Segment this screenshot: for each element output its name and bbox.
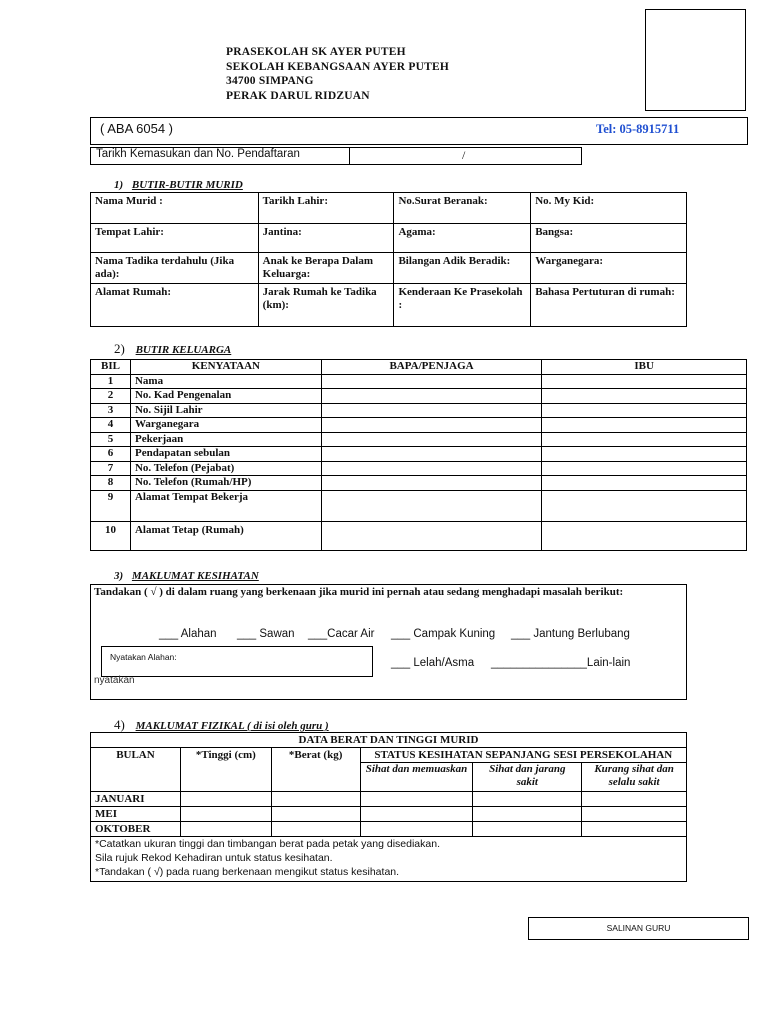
row-label: Pendapatan sebulan xyxy=(130,447,321,462)
registration-label: Tarikh Kemasukan dan No. Pendaftaran xyxy=(96,148,300,160)
row-number: 8 xyxy=(91,476,131,491)
bapa-cell[interactable] xyxy=(321,374,542,389)
health-instruction: Tandakan ( √ ) di dalam ruang yang berkenaan jika murid ini pernah atau sedang menghadapi masalah berikut: xyxy=(94,586,624,598)
physical-table-title: DATA BERAT DAN TINGGI MURID xyxy=(91,733,687,748)
ibu-cell[interactable] xyxy=(542,521,747,550)
section1-number: 1) xyxy=(114,179,124,191)
section3-title: MAKLUMAT KESIHATAN xyxy=(131,570,259,582)
row-label: No. Telefon (Rumah/HP) xyxy=(130,476,321,491)
bapa-cell[interactable] xyxy=(321,389,542,404)
ibu-cell[interactable] xyxy=(542,432,747,447)
row-label: No. Kad Pengenalan xyxy=(130,389,321,404)
berat-cell[interactable] xyxy=(271,792,360,807)
col-kenyataan: KENYATAAN xyxy=(130,360,321,375)
ibu-cell[interactable] xyxy=(542,490,747,521)
status-cell[interactable] xyxy=(582,822,687,837)
section4-number: 4) xyxy=(114,717,125,732)
option-jantung-berlubang[interactable]: ___ Jantung Berlubang xyxy=(511,628,630,640)
telephone: Tel: 05-8915711 xyxy=(596,122,680,136)
field-bilangan-adik-beradik[interactable]: Bilangan Adik Beradik: xyxy=(394,253,531,284)
row-number: 3 xyxy=(91,403,131,418)
col-bulan: BULAN xyxy=(91,748,181,792)
field-bangsa[interactable]: Bangsa: xyxy=(531,224,687,253)
table-row xyxy=(91,792,687,807)
section2-title: BUTIR KELUARGA xyxy=(135,344,232,356)
salinan-guru-label: SALINAN GURU xyxy=(528,917,749,940)
bapa-cell[interactable] xyxy=(321,461,542,476)
field-surat-beranak[interactable]: No.Surat Beranak: xyxy=(394,193,531,224)
option-lelah-asma[interactable]: ___ Lelah/Asma xyxy=(391,657,475,669)
table-row xyxy=(91,224,687,253)
bapa-cell[interactable] xyxy=(321,490,542,521)
table-row xyxy=(91,447,747,462)
note-3: *Tandakan ( √) pada ruang berkenaan mengikut status kesihatan. xyxy=(95,866,400,878)
bapa-cell[interactable] xyxy=(321,521,542,550)
col-bil: BIL xyxy=(91,360,131,375)
status-cell[interactable] xyxy=(360,822,473,837)
option-sawan[interactable]: ___ Sawan xyxy=(237,628,295,640)
row-number: 1 xyxy=(91,374,131,389)
table-title-row xyxy=(91,733,687,748)
physical-data-table xyxy=(90,732,687,882)
section2-heading xyxy=(114,341,231,357)
bapa-cell[interactable] xyxy=(321,403,542,418)
student-details-table xyxy=(90,192,687,327)
field-jarak-rumah[interactable]: Jarak Rumah ke Tadika (km): xyxy=(258,284,394,327)
health-box xyxy=(90,584,687,700)
status-jarang-sakit: Sihat dan jarang sakit xyxy=(473,763,582,792)
col-ibu: IBU xyxy=(542,360,747,375)
col-berat: *Berat (kg) xyxy=(271,748,360,792)
table-row xyxy=(91,822,687,837)
family-details-table xyxy=(90,359,747,551)
tinggi-cell[interactable] xyxy=(180,792,271,807)
row-number: 10 xyxy=(91,521,131,550)
bapa-cell[interactable] xyxy=(321,418,542,433)
month-label: OKTOBER xyxy=(91,822,181,837)
row-label: Pekerjaan xyxy=(130,432,321,447)
notes-cell xyxy=(91,837,687,882)
table-row xyxy=(91,461,747,476)
field-mykid[interactable]: No. My Kid: xyxy=(531,193,687,224)
status-cell[interactable] xyxy=(360,792,473,807)
table-row xyxy=(91,193,687,224)
notes-row xyxy=(91,837,687,882)
row-label: Alamat Tetap (Rumah) xyxy=(130,521,321,550)
field-kenderaan[interactable]: Kenderaan Ke Prasekolah : xyxy=(394,284,531,327)
field-tadika-terdahulu[interactable]: Nama Tadika terdahulu (Jika ada): xyxy=(91,253,259,284)
section1-title: BUTIR-BUTIR MURID xyxy=(131,179,243,191)
field-tempat-lahir[interactable]: Tempat Lahir: xyxy=(91,224,259,253)
table-row xyxy=(91,253,687,284)
month-label: JANUARI xyxy=(91,792,181,807)
section3-heading xyxy=(114,570,259,582)
row-number: 9 xyxy=(91,490,131,521)
row-label: Warganegara xyxy=(130,418,321,433)
table-row xyxy=(91,490,747,521)
note-1: *Catatkan ukuran tinggi dan timbangan berat pada petak yang disediakan. xyxy=(95,838,440,850)
table-header-row xyxy=(91,748,687,763)
row-number: 5 xyxy=(91,432,131,447)
school-header xyxy=(226,45,449,103)
month-label: MEI xyxy=(91,807,181,822)
section2-number: 2) xyxy=(114,341,125,356)
tinggi-cell[interactable] xyxy=(180,807,271,822)
bapa-cell[interactable] xyxy=(321,447,542,462)
table-row xyxy=(91,284,687,327)
berat-cell[interactable] xyxy=(271,822,360,837)
row-number: 4 xyxy=(91,418,131,433)
status-kurang-sihat: Kurang sihat dan selalu sakit xyxy=(582,763,687,792)
school-address-line3: 34700 SIMPANG xyxy=(226,75,314,87)
col-bapa: BAPA/PENJAGA xyxy=(321,360,542,375)
section1-heading xyxy=(114,179,243,191)
ibu-cell[interactable] xyxy=(542,374,747,389)
ibu-cell[interactable] xyxy=(542,403,747,418)
table-row xyxy=(91,403,747,418)
row-number: 7 xyxy=(91,461,131,476)
field-alamat-rumah[interactable]: Alamat Rumah: xyxy=(91,284,259,327)
status-cell[interactable] xyxy=(360,807,473,822)
registration-slash: / xyxy=(462,148,466,162)
option-alahan[interactable]: ___ Alahan xyxy=(159,628,217,640)
option-campak-kuning[interactable]: ___ Campak Kuning xyxy=(391,628,496,640)
field-tarikh-lahir[interactable]: Tarikh Lahir: xyxy=(258,193,394,224)
row-number: 2 xyxy=(91,389,131,404)
status-cell[interactable] xyxy=(473,807,582,822)
table-row xyxy=(91,374,747,389)
note-2: Sila rujuk Rekod Kehadiran untuk status kesihatan. xyxy=(95,852,333,864)
table-row xyxy=(91,476,747,491)
status-sihat-memuaskan: Sihat dan memuaskan xyxy=(360,763,473,792)
status-cell[interactable] xyxy=(582,792,687,807)
field-anak-ke-berapa[interactable]: Anak ke Berapa Dalam Keluarga: xyxy=(258,253,394,284)
col-status: STATUS KESIHATAN SEPANJANG SESI PERSEKOLAHAN xyxy=(360,748,686,763)
field-bahasa-pertuturan[interactable]: Bahasa Pertuturan di rumah: xyxy=(531,284,687,327)
option-lain-lain[interactable]: _______________Lain-lain xyxy=(491,657,631,669)
school-name-line2: SEKOLAH KEBANGSAAN AYER PUTEH xyxy=(226,60,449,73)
row-label: Alamat Tempat Bekerja xyxy=(130,490,321,521)
school-code: ( ABA 6054 ) xyxy=(100,121,173,136)
ibu-cell[interactable] xyxy=(542,389,747,404)
tinggi-cell[interactable] xyxy=(180,822,271,837)
school-name-line1: PRASEKOLAH SK AYER PUTEH xyxy=(226,46,406,58)
table-row xyxy=(91,418,747,433)
table-row xyxy=(91,432,747,447)
row-label: Nama xyxy=(130,374,321,389)
nyatakan-alahan-label: Nyatakan Alahan: xyxy=(110,652,177,662)
registration-divider xyxy=(349,147,350,164)
status-cell[interactable] xyxy=(473,792,582,807)
row-number: 6 xyxy=(91,447,131,462)
ibu-cell[interactable] xyxy=(542,418,747,433)
ibu-cell[interactable] xyxy=(542,461,747,476)
section4-heading xyxy=(114,717,329,733)
table-row xyxy=(91,521,747,550)
option-cacar-air[interactable]: ___Cacar Air xyxy=(308,628,375,640)
field-nama-murid[interactable]: Nama Murid : xyxy=(91,193,259,224)
berat-cell[interactable] xyxy=(271,807,360,822)
field-warganegara[interactable]: Warganegara: xyxy=(531,253,687,284)
row-label: No. Sijil Lahir xyxy=(130,403,321,418)
bapa-cell[interactable] xyxy=(321,476,542,491)
table-header-row xyxy=(91,360,747,375)
school-address-line4: PERAK DARUL RIDZUAN xyxy=(226,89,370,102)
field-agama[interactable]: Agama: xyxy=(394,224,531,253)
ibu-cell[interactable] xyxy=(542,476,747,491)
field-jantina[interactable]: Jantina: xyxy=(258,224,394,253)
bapa-cell[interactable] xyxy=(321,432,542,447)
row-label: No. Telefon (Pejabat) xyxy=(130,461,321,476)
nyatakan-label: nyatakan xyxy=(94,675,135,686)
section3-number: 3) xyxy=(114,570,124,582)
table-row xyxy=(91,389,747,404)
photo-box xyxy=(645,9,746,111)
section4-title: MAKLUMAT FIZIKAL ( di isi oleh guru ) xyxy=(135,720,329,732)
status-cell[interactable] xyxy=(582,807,687,822)
ibu-cell[interactable] xyxy=(542,447,747,462)
table-row xyxy=(91,807,687,822)
col-tinggi: *Tinggi (cm) xyxy=(180,748,271,792)
status-cell[interactable] xyxy=(473,822,582,837)
